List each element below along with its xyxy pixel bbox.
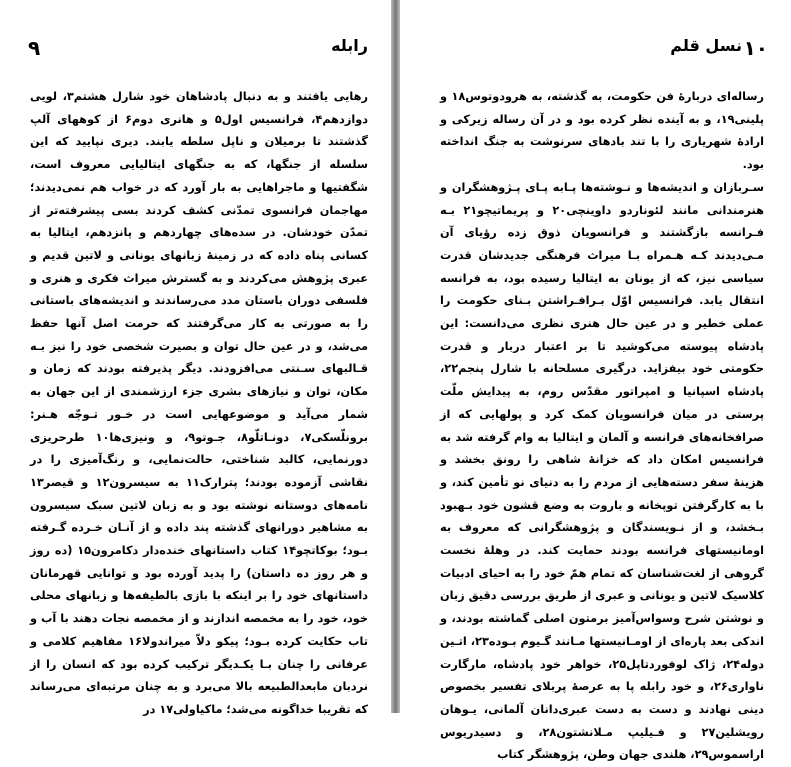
right-page-header (438, 36, 768, 64)
left-page-header (28, 36, 368, 64)
right-page (400, 0, 791, 762)
right-paragraph-1: رساله‌ای دربارهٔ فن حکومت، به گذشته، به هرودوتوس۱۸ و پلینی۱۹، و به آینده نظر کرده بود و در آن رساله زیرکی و ارادهٔ شهریاری را با تند بادهای سرنوشت به جنگ انداخته بود. (440, 90, 764, 172)
right-page-body (440, 86, 764, 767)
left-paragraph-1: رهایی یافتند و به دنبال پادشاهان خود شارل هشتم۳، لویی دوازدهم۴، فرانسیس اول۵ و هانری دوم۶ از کوههای آلپ گذشتند تا برمیلان و ناپل سلطه یابند. دیری نپایید که این سلسله از جنگها، که به جنگهای ایتالیایی معروف است، شگفتیها و ماجراهایی به بار آورد که در خواب هم نمی‌دیدند؛ مهاجمان فرانسوی تمدّنی کشف کردند بسی پیشرفته‌تر از تمدّن خودشان. در سده‌های چهاردهم و پانزدهم، ایتالیا به کسانی پناه داده که در زمینهٔ زبانهای یونانی و لاتین قدیم و عبری پژوهش می‌کردند و به گسترش میراث فکری و هنری و فلسفی دوران باستان مدد می‌رساندند و اندیشه‌های باستانی را به صورتی به کار می‌گرفتند که حرمت اصل آنها حفظ می‌شد، و در عین حال توان و بصیرت شخصی خود را نیز بـه قـالبهای سـنتی می‌افزودند. دیگر پذیرفته بودند که زمان و مکان، توان و نیازهای بشری جزء ارزشمندی از این جهان به شمار می‌آید و موضوعهایی است در خـور تـوجّه هـنر: برونلّسکی۷، دونـاتلّو۸، جـوتو۹، و ونیزی‌ها۱۰ طرحریزی دورنمایی، کالبد شناختی، حالت‌نمایی، و رنگ‌آمیزی را در نقاشی آزموده بودند؛ پترارک۱۱ به سیسرون۱۲ و قیصر۱۳ نامه‌های دوستانه نوشته بود و به زبان لاتین سبک سیسرون به مشاهیر دورانهای گذشته پند داده و از آنـان خـرده گـرفته بـود؛ بوکاتچو۱۴ کتاب داستانهای خنده‌دار دکامرون۱۵ (ده روز و هر روز ده داستان) را پدید آورده بود و توانایی قهرمانان داستانهای خود را بر اینکه با بازی بالطیفه‌ها و زبانهای محلی خود، خود را به مخمصه اندازند و از مخمصه نجات دهند با آب و تاب حکایت کرده بـود؛ پیکو دلاّ میراندولا۱۶ مفاهیم کلامی و عرفانی را چنان بـا یکـدیگر ترکیب کرده بود که انسان را از نردبان مابعدالطبیعه بالا می‌برد و به چنان مرتبه‌ای می‌رساند که تقریبا خداگونه می‌شد؛ ماکیاولی۱۷ در (30, 90, 369, 716)
left-page (0, 0, 391, 716)
left-running-head: رابله (331, 36, 368, 55)
book-gutter (391, 0, 400, 713)
right-paragraph-2: سـربازان و اندیشه‌ها و نـوشته‌ها پـابه پـای پـژوهشگران و هنرمندانی مانند لئوناردو داوینچی۲۰ و پریماتیچو۲۱ بـه فـرانسه بازگشتند و فرانسویان ذوق زده رؤیای آن مـی‌دیدند کـه هـمراه بـا میراث فرهنگی جدیدشان قدرت سیاسی نیز، که از یونان به ایتالیا رسیده بود، به فرانسه انتقال یابد. فرانسیس اوّل بـرافـراشتن بـنای حکومت را عملی خطیر و در عین حال هنری نظری می‌دانست: این پادشاه پیوسته می‌کوشید تا بر اعتبار دربار و قدرت حکومتی خود بیفزاید. درگیری مسلحانه با شارل پنجم۲۲، پادشاه اسپانیا و امپراتور مقدّس روم، به پیدایش ملّت پرستی در میان فرانسویان کمک کرد و پولهایی که از صرافخانه‌های فرانسه و آلمان و ایتالیا به وام گرفته شد به فرانسیس امکان داد که خزانهٔ شاهی را رونق بخشد و هزینهٔ سفر دسته‌هایی از مردم را به دنیای نو تأمین کند، و با به کارگرفتن توپخانه و باروت به وضع قشون خود بـهبود بـخشد، و از نـویسندگان و پژوهشگرانی که معروف به اومانیستهای فرانسه بودند حمایت کند. در وهلهٔ نخست گروهی از لغت‌شناسان که تمام همّ خود را به احیای ادبیات کلاسیک لاتین و یونانی و عبری از طریق بررسی دقیق زبان و نوشتن شرح وسواس‌آمیز برمتون اصلی گماشته بودند، و اندکی بعد پاره‌ای از اومـانیستها مـانند گـیوم بـوده۲۳، اتـین دوله۲۴، ژاک لوفوردتاپل۲۵، خواهر خود پادشاه، مارگارت ناواری۲۶، و خود رابله پا به عرصهٔ پربلای تفسیر بخصوص دینی نهادند و دست به دست عبری‌دانان آلمانی، یـوهان رویشلین۲۷ و فـیلیپ مـلانشتون۲۸، و دسیدریوس اراسموس۲۹، هلندی جهان وطن، پژوهشگر کتاب (440, 180, 765, 762)
right-page-number: ۱۰ (743, 36, 768, 60)
left-page-number: ۹ (28, 36, 41, 60)
right-running-head: نسل قلم (670, 36, 742, 55)
left-page-body (30, 86, 368, 722)
